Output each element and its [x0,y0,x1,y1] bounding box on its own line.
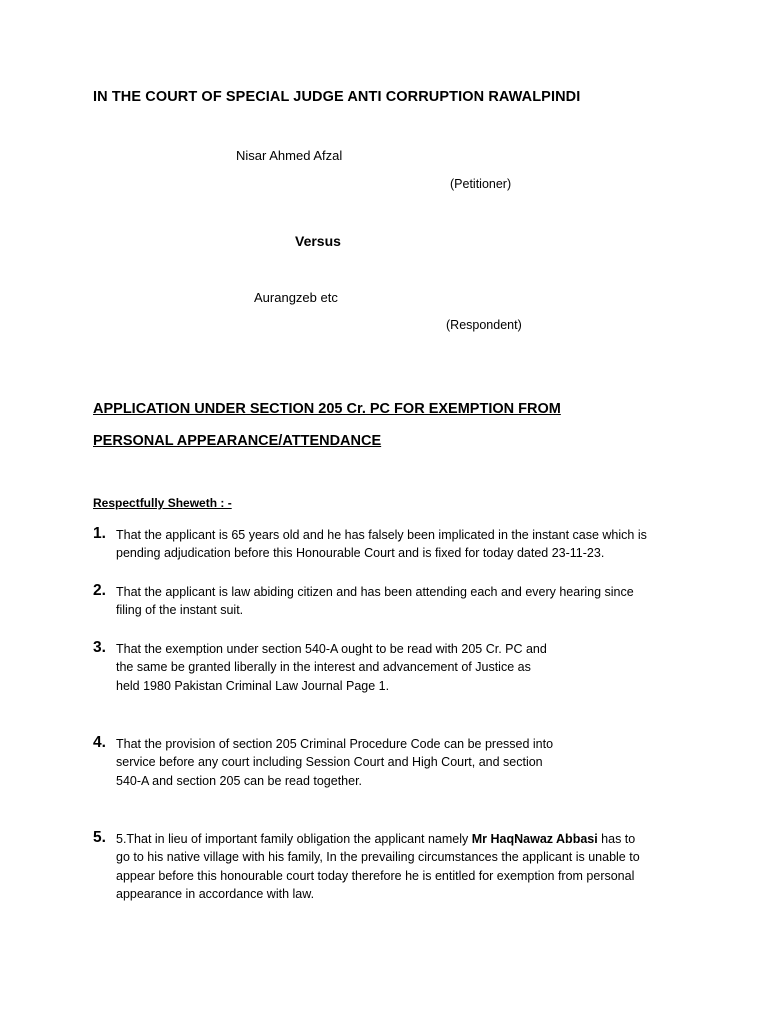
paragraph-number: 4. [93,734,106,751]
paragraph-line: held 1980 Pakistan Criminal Law Journal Page 1. [116,678,390,693]
application-title-line-2: PERSONAL APPEARANCE/ATTENDANCE [93,433,382,449]
paragraph-line: appear before this honourable court today therefore he is entitled for exemption from personal [116,868,635,883]
paragraph-line: That the exemption under section 540-A ought to be read with 205 Cr. PC and [116,642,547,656]
salutation: Respectfully Sheweth : - [93,496,232,510]
petitioner-name: Nisar Ahmed Afzal [236,148,343,163]
paragraph-number: 3. [93,639,106,656]
paragraph-line [116,830,640,848]
paragraph-line-text: 5.That in lieu of important family obligation the applicant namely [116,832,472,846]
paragraph-line: service before any court including Session Court and High Court, and section [116,755,543,770]
paragraph-line-text: has to [597,832,636,846]
paragraph-line: the same be granted liberally in the interest and advancement of Justice as [116,660,531,675]
respondent-role: (Respondent) [446,318,522,332]
paragraph-number: 1. [93,525,106,542]
paragraph-line: pending adjudication before this Honourable Court and is fixed for today dated 23-11-23. [116,546,605,561]
respondent-name: Aurangzeb etc [254,290,338,305]
court-title: IN THE COURT OF SPECIAL JUDGE ANTI CORRUPTION RAWALPINDI [93,89,581,105]
paragraph-line: appearance in accordance with law. [116,886,315,901]
paragraph-line: That the applicant is 65 years old and he has falsely been implicated in the instant case which is [116,528,647,542]
paragraph-line: That the applicant is law abiding citizen and has been attending each and every hearing since [116,585,634,599]
paragraph-line: go to his native village with his family, In the prevailing circumstances the applicant is unable to [116,850,640,865]
petitioner-role: (Petitioner) [450,177,512,191]
paragraph-number: 5. [93,829,106,846]
applicant-name: Mr HaqNawaz Abbasi [471,832,598,846]
application-title-line-1: APPLICATION UNDER SECTION 205 Cr. PC FOR EXEMPTION FROM [93,401,561,417]
versus-label: Versus [295,233,341,249]
paragraph-number: 2. [93,582,106,599]
paragraph-line: That the provision of section 205 Criminal Procedure Code can be pressed into [116,737,554,751]
paragraph-line: 540-A and section 205 can be read together. [116,773,363,788]
paragraph-line: filing of the instant suit. [116,603,244,618]
